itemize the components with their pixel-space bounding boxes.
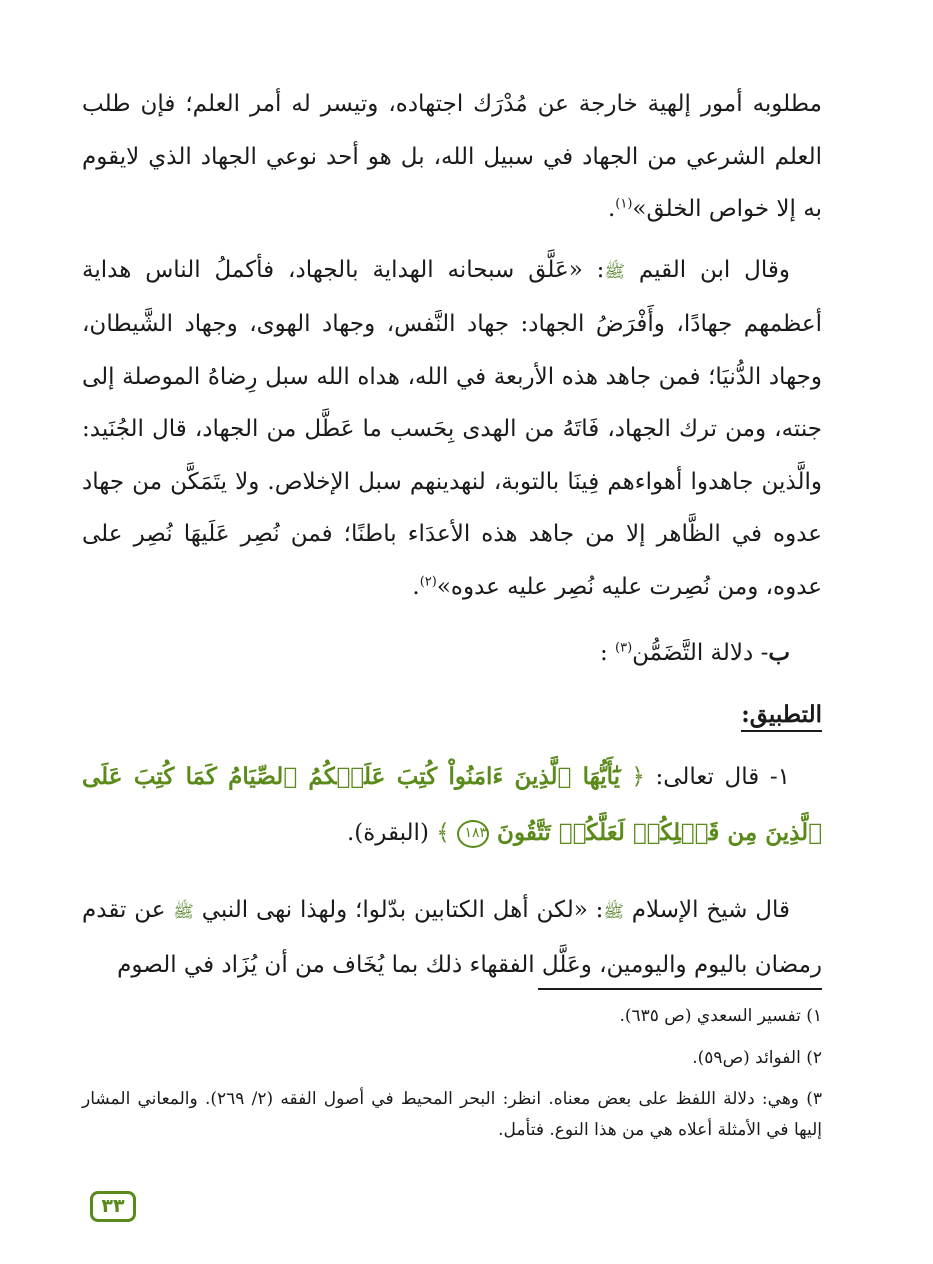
ornate-bracket-close-icon: ﴾ <box>436 820 458 846</box>
quran-verse: يَٰٓأَيُّهَا ٱلَّذِينَ ءَامَنُواْ كُتِبَ عَلَيۡكُمُ ٱلصِّيَامُ كَمَا كُتِبَ عَلَى ٱلَّذِينَ مِن قَبۡلِكُمۡ لَعَلَّكُمۡ تَتَّقُونَ <box>82 763 822 846</box>
footnote-separator <box>538 988 822 990</box>
paragraph-2-text: : «عَلَّق سبحانه الهداية بالجهاد، فأكملُ الناس هداية أعظمهم جهادًا، وأَفْرَضُ الجهاد: جهاد النَّفس، وجهاد الهوى، وجهاد الشَّيطان، وجهاد الدُّنيَا؛ فمن جاهد هذه الأربعة في الله، هداه الله سبل رِضاهُ الموصلة إلى جنته، ومن ترك الجهاد، فَاتَهُ من الهدى بِحَسب ما عَطَّل من الجهاد، قال الجُنَيد: والَّذين جاهدوا أهواءهم فِينَا بالتوبة، لنهدينهم سبل الإخلاص. ولا يتَمَكَّن من جهاد عدوه في الظَّاهر إلا من جاهد هذه الأعدَاء باطنًا؛ فمن نُصِر عَلَيهَا نُصِر على عدوه، ومن نُصِرت عليه نُصِر عليه عدوه» <box>82 256 822 600</box>
paragraph-3-mid: : «لكن أهل الكتابين بدّلوا؛ ولهذا نهى النبي <box>193 897 604 923</box>
paragraph-2 <box>82 244 822 614</box>
footnote-ref-1[interactable]: (١) <box>615 196 633 212</box>
paragraph-2-start: وقال ابن القيم <box>624 256 790 283</box>
footnote-ref-2[interactable]: (٢) <box>419 573 437 589</box>
section-letter: ب <box>768 639 790 666</box>
verse-intro: ١- قال تعالى: <box>644 764 791 790</box>
footnotes <box>82 1000 822 1155</box>
footnote-ref-3[interactable]: (٣) <box>615 640 633 656</box>
page-number: ٣٣ <box>90 1191 136 1222</box>
section-heading-text: - دلالة التَّضَمُّن <box>632 640 769 666</box>
ayah-number-icon: ١٨٣ <box>457 820 489 848</box>
paragraph-3-start: قال شيخ الإسلام <box>623 897 791 923</box>
paragraph-3 <box>82 884 822 991</box>
section-heading-colon: : <box>599 640 616 666</box>
ornate-bracket-open-icon: ﴿ <box>631 764 645 790</box>
section-heading-b <box>82 627 822 679</box>
paragraph-1 <box>82 78 822 236</box>
application-heading <box>82 689 822 741</box>
application-heading-text: التطبيق: <box>741 701 822 732</box>
surah-reference: (البقرة). <box>346 820 437 846</box>
paragraph-1-end: . <box>607 196 616 222</box>
footnote-3: ٣) وهي: دلالة اللفظ على بعض معناه. انظر: البحر المحيط في أصول الفقه (٢/ ٢٦٩). والمعاني المشار إليها في الأمثلة أعلاه هي من هذا النوع. فتأمل. <box>82 1089 822 1140</box>
paragraph-3-end: عن تقدم رمضان باليوم واليومين، وعَلَّل الفقهاء ذلك بما يُخَاف من أن يُزَاد في الصوم <box>82 897 822 978</box>
main-text <box>82 78 822 991</box>
paragraph-1-text: مطلوبه أمور إلهية خارجة عن مُدْرَك اجتهاده، وتيسر له أمر العلم؛ فإن طلب العلم الشرعي من الجهاد في سبيل الله، بل هو أحد نوعي الجهاد الذي لايقوم به إلا خواص الخلق» <box>82 91 822 222</box>
honorific-icon: ﷺ <box>173 902 194 922</box>
verse-paragraph <box>82 749 822 861</box>
honorific-icon: ﷺ <box>604 261 625 282</box>
footnote-2: ٢) الفوائد (ص٥٩). <box>692 1048 822 1068</box>
honorific-icon: ﷺ <box>603 902 624 922</box>
footnote-1: ١) تفسير السعدي (ص ٦٣٥). <box>619 1006 822 1026</box>
paragraph-2-end: . <box>412 573 420 600</box>
